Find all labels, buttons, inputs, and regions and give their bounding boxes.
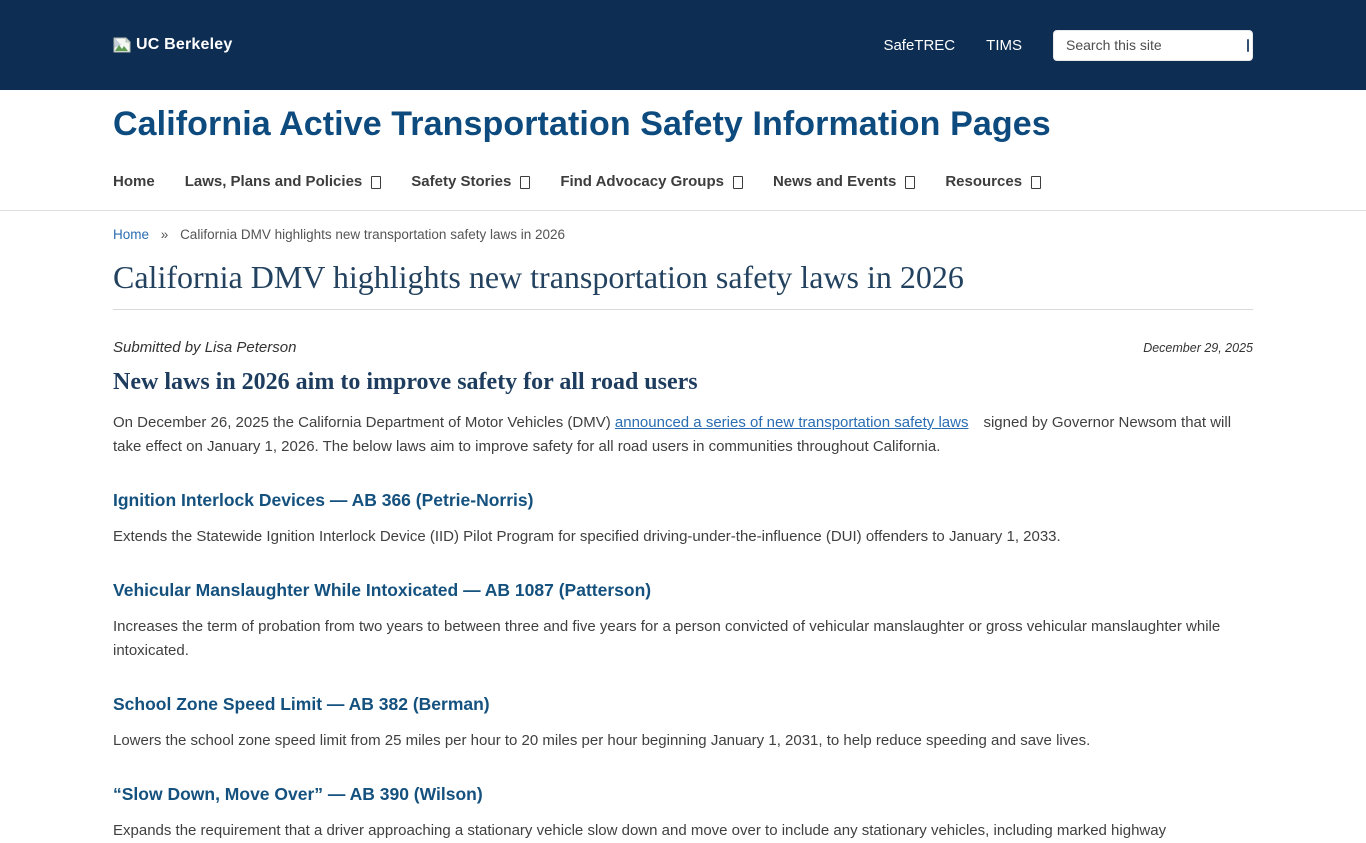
top-banner <box>0 0 1366 90</box>
law-body: Extends the Statewide Ignition Interlock Device (IID) Pilot Program for specified driving-under-the-influence (DUI) offenders to January 1, 2033. <box>113 527 1061 545</box>
logo-alt-text: UC Berkeley <box>136 36 233 53</box>
article-heading: New laws in 2026 aim to improve safety for all road users <box>113 368 698 395</box>
broken-image-icon <box>113 37 131 53</box>
byline: Submitted by Lisa Peterson <box>113 338 297 356</box>
dropdown-caret-icon <box>371 176 381 189</box>
dropdown-caret-icon <box>520 176 530 189</box>
main-content <box>0 211 1366 843</box>
law-body: Lowers the school zone speed limit from 25 miles per hour to 20 miles per hour beginning January 1, 2031, to help reduce speeding and save lives. <box>113 731 1091 749</box>
law-heading: Ignition Interlock Devices — AB 366 (Petrie-Norris) <box>113 489 534 510</box>
uc-berkeley-logo[interactable] <box>113 36 232 54</box>
nav-label: News and Events <box>772 172 897 190</box>
nav-label: Resources <box>945 172 1023 190</box>
law-section <box>113 580 1253 663</box>
dropdown-caret-icon <box>733 176 743 189</box>
breadcrumb-current: California DMV highlights new transportation safety laws in 2026 <box>180 226 566 242</box>
breadcrumb-separator: » <box>160 226 169 242</box>
nav-label: Safety Stories <box>411 172 512 190</box>
topbar-right-cluster <box>883 30 1253 61</box>
search-icon[interactable] <box>1247 39 1249 52</box>
law-heading: Vehicular Manslaughter While Intoxicated — AB 1087 (Patterson) <box>113 579 652 600</box>
site-search-box[interactable] <box>1053 30 1253 61</box>
law-body: Expands the requirement that a driver approaching a stationary vehicle slow down and move over to include any stationary vehicles, including marked highway <box>113 821 1167 839</box>
dmv-announcement-link[interactable]: announced a series of new transportation safety laws <box>614 413 969 431</box>
page-title: California DMV highlights new transportation safety laws in 2026 <box>113 258 964 295</box>
intro-text-after: signed by Governor Newsom that will take effect on January 1, 2026. The below laws aim to improve safety for all road users in communities throughout California. <box>113 413 1232 455</box>
intro-text-before: On December 26, 2025 the California Department of Motor Vehicles (DMV) <box>113 413 615 431</box>
publish-date: December 29, 2025 <box>1143 340 1253 355</box>
dropdown-caret-icon <box>905 176 915 189</box>
nav-item-home[interactable] <box>113 173 155 190</box>
search-input[interactable] <box>1066 37 1247 53</box>
site-header <box>0 90 1366 211</box>
tims-link[interactable]: TIMS <box>986 36 1022 54</box>
law-body: Increases the term of probation from two years to between three and five years for a person convicted of vehicular manslaughter or gross vehicular manslaughter while intoxicated. <box>113 617 1221 659</box>
law-section <box>113 694 1253 753</box>
breadcrumb-home-link[interactable]: Home <box>113 226 150 242</box>
nav-label: Home <box>113 172 155 190</box>
breadcrumb <box>113 211 1253 242</box>
byline-row <box>113 339 1253 356</box>
nav-label: Laws, Plans and Policies <box>184 172 363 190</box>
nav-item-find-advocacy-groups[interactable] <box>560 173 743 190</box>
nav-label: Find Advocacy Groups <box>560 172 724 190</box>
intro-paragraph <box>113 411 1253 459</box>
safetrec-link[interactable]: SafeTREC <box>883 36 956 54</box>
dropdown-caret-icon <box>1031 176 1041 189</box>
law-section <box>113 490 1253 549</box>
nav-item-safety-stories[interactable] <box>411 173 530 190</box>
law-section <box>113 784 1253 843</box>
nav-item-laws-plans-policies[interactable] <box>185 173 382 190</box>
title-divider <box>113 309 1253 310</box>
main-nav <box>113 173 1253 210</box>
site-title[interactable]: California Active Transportation Safety Information Pages <box>113 105 1051 143</box>
nav-item-resources[interactable] <box>945 173 1041 190</box>
law-heading: School Zone Speed Limit — AB 382 (Berman) <box>113 693 490 714</box>
nav-item-news-events[interactable] <box>773 173 915 190</box>
law-heading: “Slow Down, Move Over” — AB 390 (Wilson) <box>113 783 483 804</box>
